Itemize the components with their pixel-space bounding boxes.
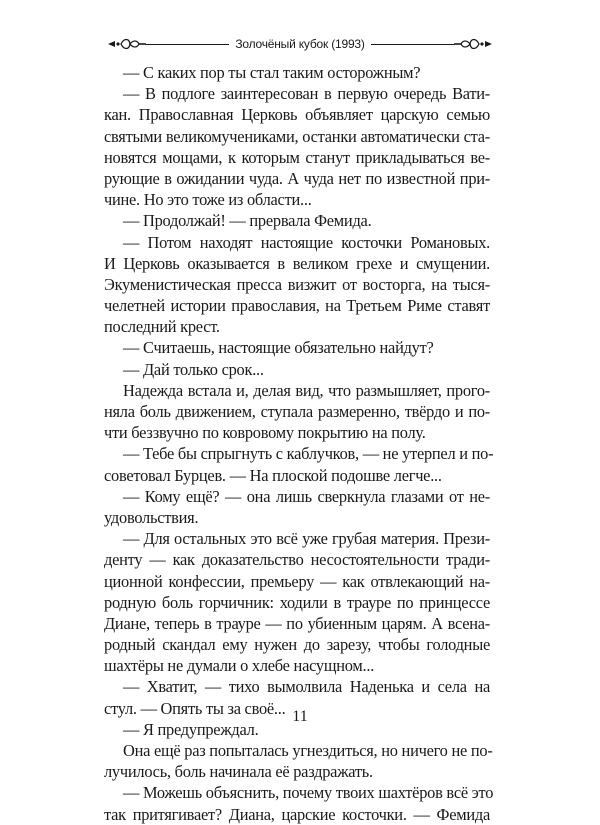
text-line: так притягивает? Диана, царские косточки. — Фемида xyxy=(104,804,490,824)
text-line: няла боль движением, ступала размеренно, твёрдо и по- xyxy=(104,402,490,421)
text-line: — Я предупреждал. xyxy=(123,719,259,739)
text-line: Диане, теперь в трауре — по убиенным царям. А всена- xyxy=(104,613,490,633)
text-line: Надежда встала и, делая вид, что размышляет, прого- xyxy=(123,380,490,400)
text-line: денту — как доказательство несостоятельности тради- xyxy=(104,550,490,570)
text-line: — Потом находят настоящие косточки Романовых. xyxy=(123,232,490,252)
text-line: — Для остальных это всё уже грубая материя. Прези- xyxy=(123,529,490,549)
text-line: новятся мощами, к которым станут прикладываться ве- xyxy=(104,147,490,167)
text-line: — Дай только срок... xyxy=(123,359,264,379)
text-line: шахтёры не думали о хлебе насущном... xyxy=(104,656,375,676)
text-line: Экуменистическая пресса визжит от восторга, на тыся- xyxy=(104,274,490,294)
text-line: родную боль горчичник: ходили в трауре по принцессе xyxy=(104,592,490,612)
ornament-left-icon xyxy=(106,34,146,54)
text-line: кан. Православная Церковь объявляет царскую семью xyxy=(104,105,490,125)
text-line: святыми великомучениками, останки автоматически ста- xyxy=(104,126,490,146)
text-line: чти беззвучно по ковровому покрытию на полу. xyxy=(104,423,426,443)
running-header xyxy=(106,34,494,54)
text-line: — В подлоге заинтересован в первую очередь Вати- xyxy=(123,84,490,104)
text-line: — С каких пор ты стал таким осторожным? xyxy=(123,63,421,82)
text-line: чине. Но это тоже из области... xyxy=(104,190,312,210)
text-line: И Церковь оказывается в великом грехе и смущении. xyxy=(104,253,490,273)
text-line: ционной конфессии, премьеру — как отвлекающий на- xyxy=(104,571,490,591)
text-line: — Тебе бы спрыгнуть с каблучков, — не утерпел и по- xyxy=(123,444,494,464)
text-line: — Кому ещё? — она лишь сверкнула глазами от не- xyxy=(123,486,490,506)
page-number: 11 xyxy=(292,708,308,725)
text-line: — Продолжай! — прервала Фемида. xyxy=(123,211,372,231)
header-rule-left xyxy=(146,44,229,45)
text-line: — Считаешь, настоящие обязательно найдут? xyxy=(123,338,434,358)
text-line: советовал Бурцев. — На плоской подошве легче... xyxy=(104,465,442,485)
header-rule-right xyxy=(371,44,454,45)
text-line: лучилось, боль начинала её раздражать. xyxy=(104,762,373,782)
ornament-right-icon xyxy=(454,34,494,54)
text-line: Она ещё раз попыталась угнездиться, но ничего не по- xyxy=(123,741,493,760)
running-title: Золочёный кубок (1993) xyxy=(235,37,365,51)
text-line: родный скандал ему нужен до зарезу, чтобы голодные xyxy=(104,635,490,655)
text-line: — Хватит, — тихо вымолвила Наденька и села на xyxy=(123,677,490,697)
text-line: рующие в ожидании чуда. А чуда нет по известной при- xyxy=(104,168,490,188)
text-line: — Можешь объяснить, почему твоих шахтёров всё это xyxy=(123,783,494,803)
text-line: челетней истории православия, на Третьем Риме ставят xyxy=(104,296,490,316)
text-line: последний крест. xyxy=(104,317,220,337)
text-line: удовольствия. xyxy=(104,507,199,527)
text-line: стул. — Опять ты за своё... xyxy=(104,698,286,718)
